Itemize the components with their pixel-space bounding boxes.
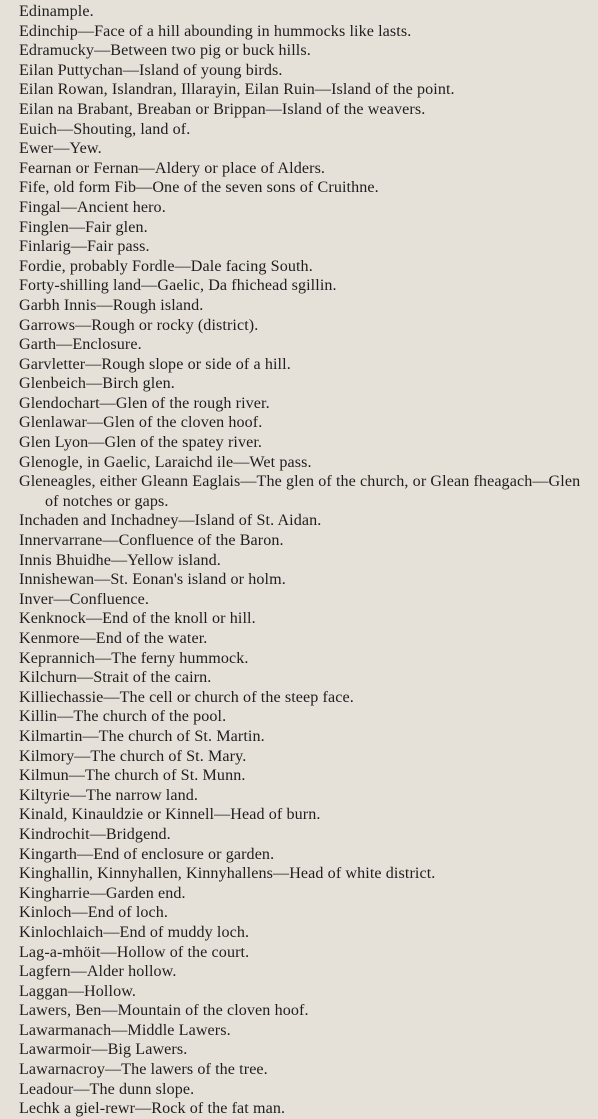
glossary-entry: Innervarrane—Confluence of the Baron. (19, 532, 284, 550)
glossary-entry: Keprannich—The ferny hummock. (19, 649, 249, 667)
glossary-entry: Lawers, Ben—Mountain of the cloven hoof. (19, 1002, 309, 1020)
glossary-entry: Lechk a giel-rewr—Rock of the fat man. (19, 1100, 286, 1118)
glossary-entry: Inchaden and Inchadney—Island of St. Aidan. (19, 512, 322, 530)
glossary-entry: Kingarth—End of enclosure or garden. (19, 845, 275, 863)
glossary-entry: Fingal—Ancient hero. (19, 198, 166, 216)
glossary-entry: Eilan na Brabant, Breaban or Brippan—Island of the weavers. (19, 100, 426, 118)
glossary-entry: Lawarmanach—Middle Lawers. (19, 1021, 231, 1039)
glossary-entry: Eilan Rowan, Islandran, Illarayin, Eilan Ruin—Island of the point. (19, 81, 455, 99)
glossary-entry: Laggan—Hollow. (19, 982, 137, 1000)
glossary-entry: Finlarig—Fair pass. (19, 238, 150, 256)
glossary-entry: Finglen—Fair glen. (19, 218, 148, 236)
glossary-entry: Garbh Innis—Rough island. (19, 296, 204, 314)
glossary-entry: Kenmore—End of the water. (19, 630, 208, 647)
glossary-entry: Kinald, Kinauldzie or Kinnell—Head of burn. (19, 806, 321, 824)
glossary-entry: Lawarmoir—Big Lawers. (19, 1041, 188, 1059)
glossary-entry: Innishewan—St. Eonan's island or holm. (19, 571, 286, 589)
glossary-entry: Glenogle, in Gaelic, Laraichd ile—Wet pass. (19, 453, 312, 471)
glossary-entry: Kilmun—The church of St. Munn. (19, 767, 246, 785)
glossary-entry: Inver—Confluence. (19, 590, 149, 608)
glossary-entry: Killiechassie—The cell or church of the steep face. (19, 688, 354, 706)
glossary-entry: Kilmory—The church of St. Mary. (19, 747, 247, 765)
glossary-entry: Kenknock—End of the knoll or hill. (19, 610, 256, 628)
glossary-entry: Lawarnacroy—The lawers of the tree. (19, 1061, 268, 1079)
glossary-entry: Edramucky—Between two pig or buck hills. (19, 42, 311, 60)
glossary-entry: Fife, old form Fib—One of the seven sons of Cruithne. (19, 179, 379, 197)
glossary-entry: Garrows—Rough or rocky (district). (19, 316, 259, 334)
glossary-list (19, 2, 584, 1119)
glossary-entry: Kiltyrie—The narrow land. (19, 786, 199, 804)
glossary-entry: Leadour—The dunn slope. (19, 1080, 195, 1098)
glossary-entry: Kilchurn—Strait of the cairn. (19, 669, 212, 687)
glossary-entry: Euich—Shouting, land of. (19, 120, 191, 138)
glossary-entry: Kingharrie—Garden end. (19, 884, 186, 902)
glossary-entry: Glendochart—Glen of the rough river. (19, 394, 270, 412)
glossary-entry: Innis Bhuidhe—Yellow island. (19, 551, 221, 569)
glossary-entry: Kilmartin—The church of St. Martin. (19, 727, 265, 745)
glossary-entry: Kinlochlaich—End of muddy loch. (19, 923, 250, 941)
glossary-entry: Lagfern—Alder hollow. (19, 963, 177, 981)
glossary-entry: Edinample. (19, 3, 94, 20)
glossary-entry: Glenlawar—Glen of the cloven hoof. (19, 414, 263, 432)
glossary-entry: Killin—The church of the pool. (19, 708, 227, 726)
glossary-entry: Glen Lyon—Glen of the spatey river. (19, 434, 263, 452)
glossary-entry: Garvletter—Rough slope or side of a hill. (19, 355, 291, 373)
glossary-entry: Garth—Enclosure. (19, 336, 142, 354)
glossary-entry: Glenbeich—Birch glen. (19, 375, 175, 393)
glossary-entry: Lag-a-mhöit—Hollow of the court. (19, 943, 250, 961)
glossary-entry: Gleneagles, either Gleann Eaglais—The glen of the church, or Glean fheagach—Glen of notches or gaps. (19, 473, 581, 510)
glossary-entry: Fearnan or Fernan—Aldery or place of Alders. (19, 159, 326, 177)
glossary-entry: Kindrochit—Bridgend. (19, 825, 171, 843)
glossary-entry: Fordie, probably Fordle—Dale facing South. (19, 257, 313, 275)
glossary-entry: Eilan Puttychan—Island of young birds. (19, 61, 283, 79)
glossary-entry: Forty-shilling land—Gaelic, Da fhichead sgillin. (19, 277, 337, 295)
glossary-entry: Edinchip—Face of a hill abounding in hummocks like lasts. (19, 22, 412, 40)
glossary-entry: Ewer—Yew. (19, 140, 102, 158)
glossary-entry: Kinghallin, Kinnyhallen, Kinnyhallens—Head of white district. (19, 865, 436, 883)
glossary-entry: Kinloch—End of loch. (19, 904, 169, 922)
